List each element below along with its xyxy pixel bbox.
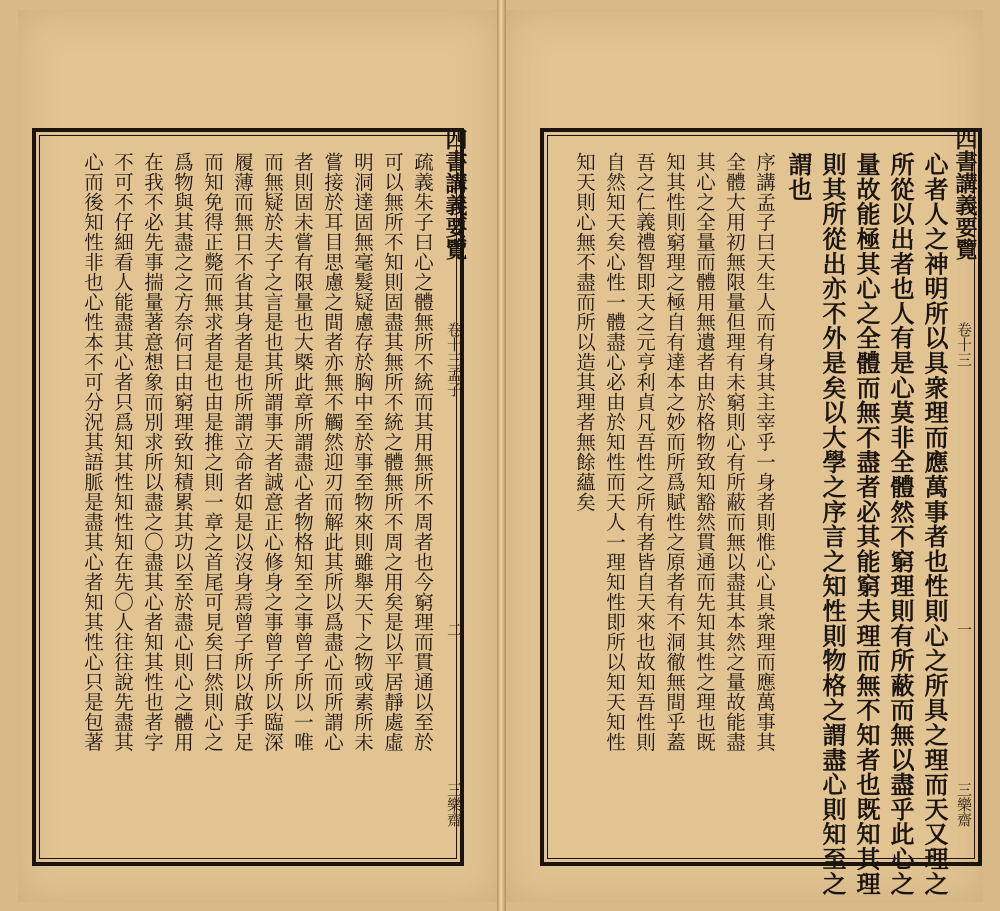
left-text-column: 疏義朱子曰心之體無所不統而其用無所不周者也今窮理而貫通以至於 [411, 152, 434, 752]
commentary-column: 吾之仁義禮智即天之元亨利貞凡吾性之所有者皆自天來也故知吾性則 [633, 152, 656, 752]
left-folio-number: 二 [445, 622, 463, 637]
left-margin-title: 四書講義要覽 [442, 128, 468, 260]
commentary-column: 全體大用初無限量但理有未窮則心有所蔽而無以盡其本然之量故能盡 [723, 152, 746, 752]
left-text-column: 心而後知性非也心性本不可分況其語脈是盡其心者知其性心只是包著 [81, 152, 104, 752]
commentary-column: 知其性則窮理之極自有達本之妙而所爲賦性之原者有不洞徹無間乎蓋 [663, 152, 686, 752]
right-text-frame [540, 128, 982, 896]
left-text-column: 履薄而無日不省其身者是也所謂立命者如是以沒身焉曾子所以啟手足 [231, 152, 254, 752]
commentary-column: 知天則心無不盡而所以造其理者無餘蘊矣 [573, 152, 596, 512]
right-folio-number: 一 [955, 622, 973, 637]
main-text-column: 所從以出者也人有是心莫非全體然不窮理則有所蔽而無以盡乎此心之 [886, 152, 915, 896]
book-gutter [497, 0, 506, 911]
commentary-column: 自然知天矣心性一體盡心必由於知性而天人一理知性即所以知天知性 [603, 152, 626, 752]
main-text-column: 量故能極其心之全體而無不盡者必其能窮夫理而無不知者也既知其理 [852, 152, 881, 896]
right-margin-volume: 卷十三 [955, 322, 973, 367]
left-text-column: 而無疑於夫子之言是也其所謂事天者誠意正心修身之事曾子所以臨深 [261, 152, 284, 752]
left-text-column: 明洞達固無毫髮疑慮存於胸中至於事至物來則雖舉天下之物或素所未 [351, 152, 374, 752]
left-publisher-mark: 三樂齋 [445, 782, 463, 827]
commentary-column: 序講孟子曰天生人而有身其主宰乎一身者則惟心心具衆理而應萬事其 [753, 152, 776, 752]
right-publisher-mark: 三樂齋 [955, 782, 973, 827]
left-text-column: 在我不必先事揣量著意想象而別求所以盡之〇盡其心者知其性也者字 [141, 152, 164, 752]
left-margin-volume: 卷十三孟子 [445, 322, 463, 397]
left-text-column: 而知免得正斃而無求者是也由是推之則一章之首尾可見矣曰然則心之 [201, 152, 224, 752]
commentary-column: 其心之全量而體用無遺者由於格物致知豁然貫通而先知其性之理也既 [693, 152, 716, 752]
main-text-column: 謂也 [784, 152, 813, 202]
left-text-column: 嘗接於耳目思慮之間者亦無不觸然迎刃而解此其所以爲盡心而所謂心 [321, 152, 344, 752]
left-text-column: 可以無所不知則固盡其無所不統之體無所不周之用矣是以平居靜處虛 [381, 152, 404, 752]
main-text-column: 則其所從出亦不外是矣以大學之序言之知性則物格之謂盡心則知至之 [818, 152, 847, 896]
left-text-column: 者則固未嘗有限量也大槩此章所謂盡心者物格知至之事曾子所以一唯 [291, 152, 314, 752]
left-text-column: 不可不仔細看人能盡其心者只爲知其性知性知在先〇人往往說先盡其 [111, 152, 134, 752]
left-text-frame [32, 128, 468, 866]
main-text-column: 心者人之神明所以具衆理而應萬事者也性則心之所具之理而天又理之 [920, 152, 949, 896]
left-text-column: 爲物與其盡之之方奈何曰由窮理致知積累其功以至於盡心則心之體用 [171, 152, 194, 752]
right-margin-title: 四書講義要覽 [952, 128, 978, 260]
